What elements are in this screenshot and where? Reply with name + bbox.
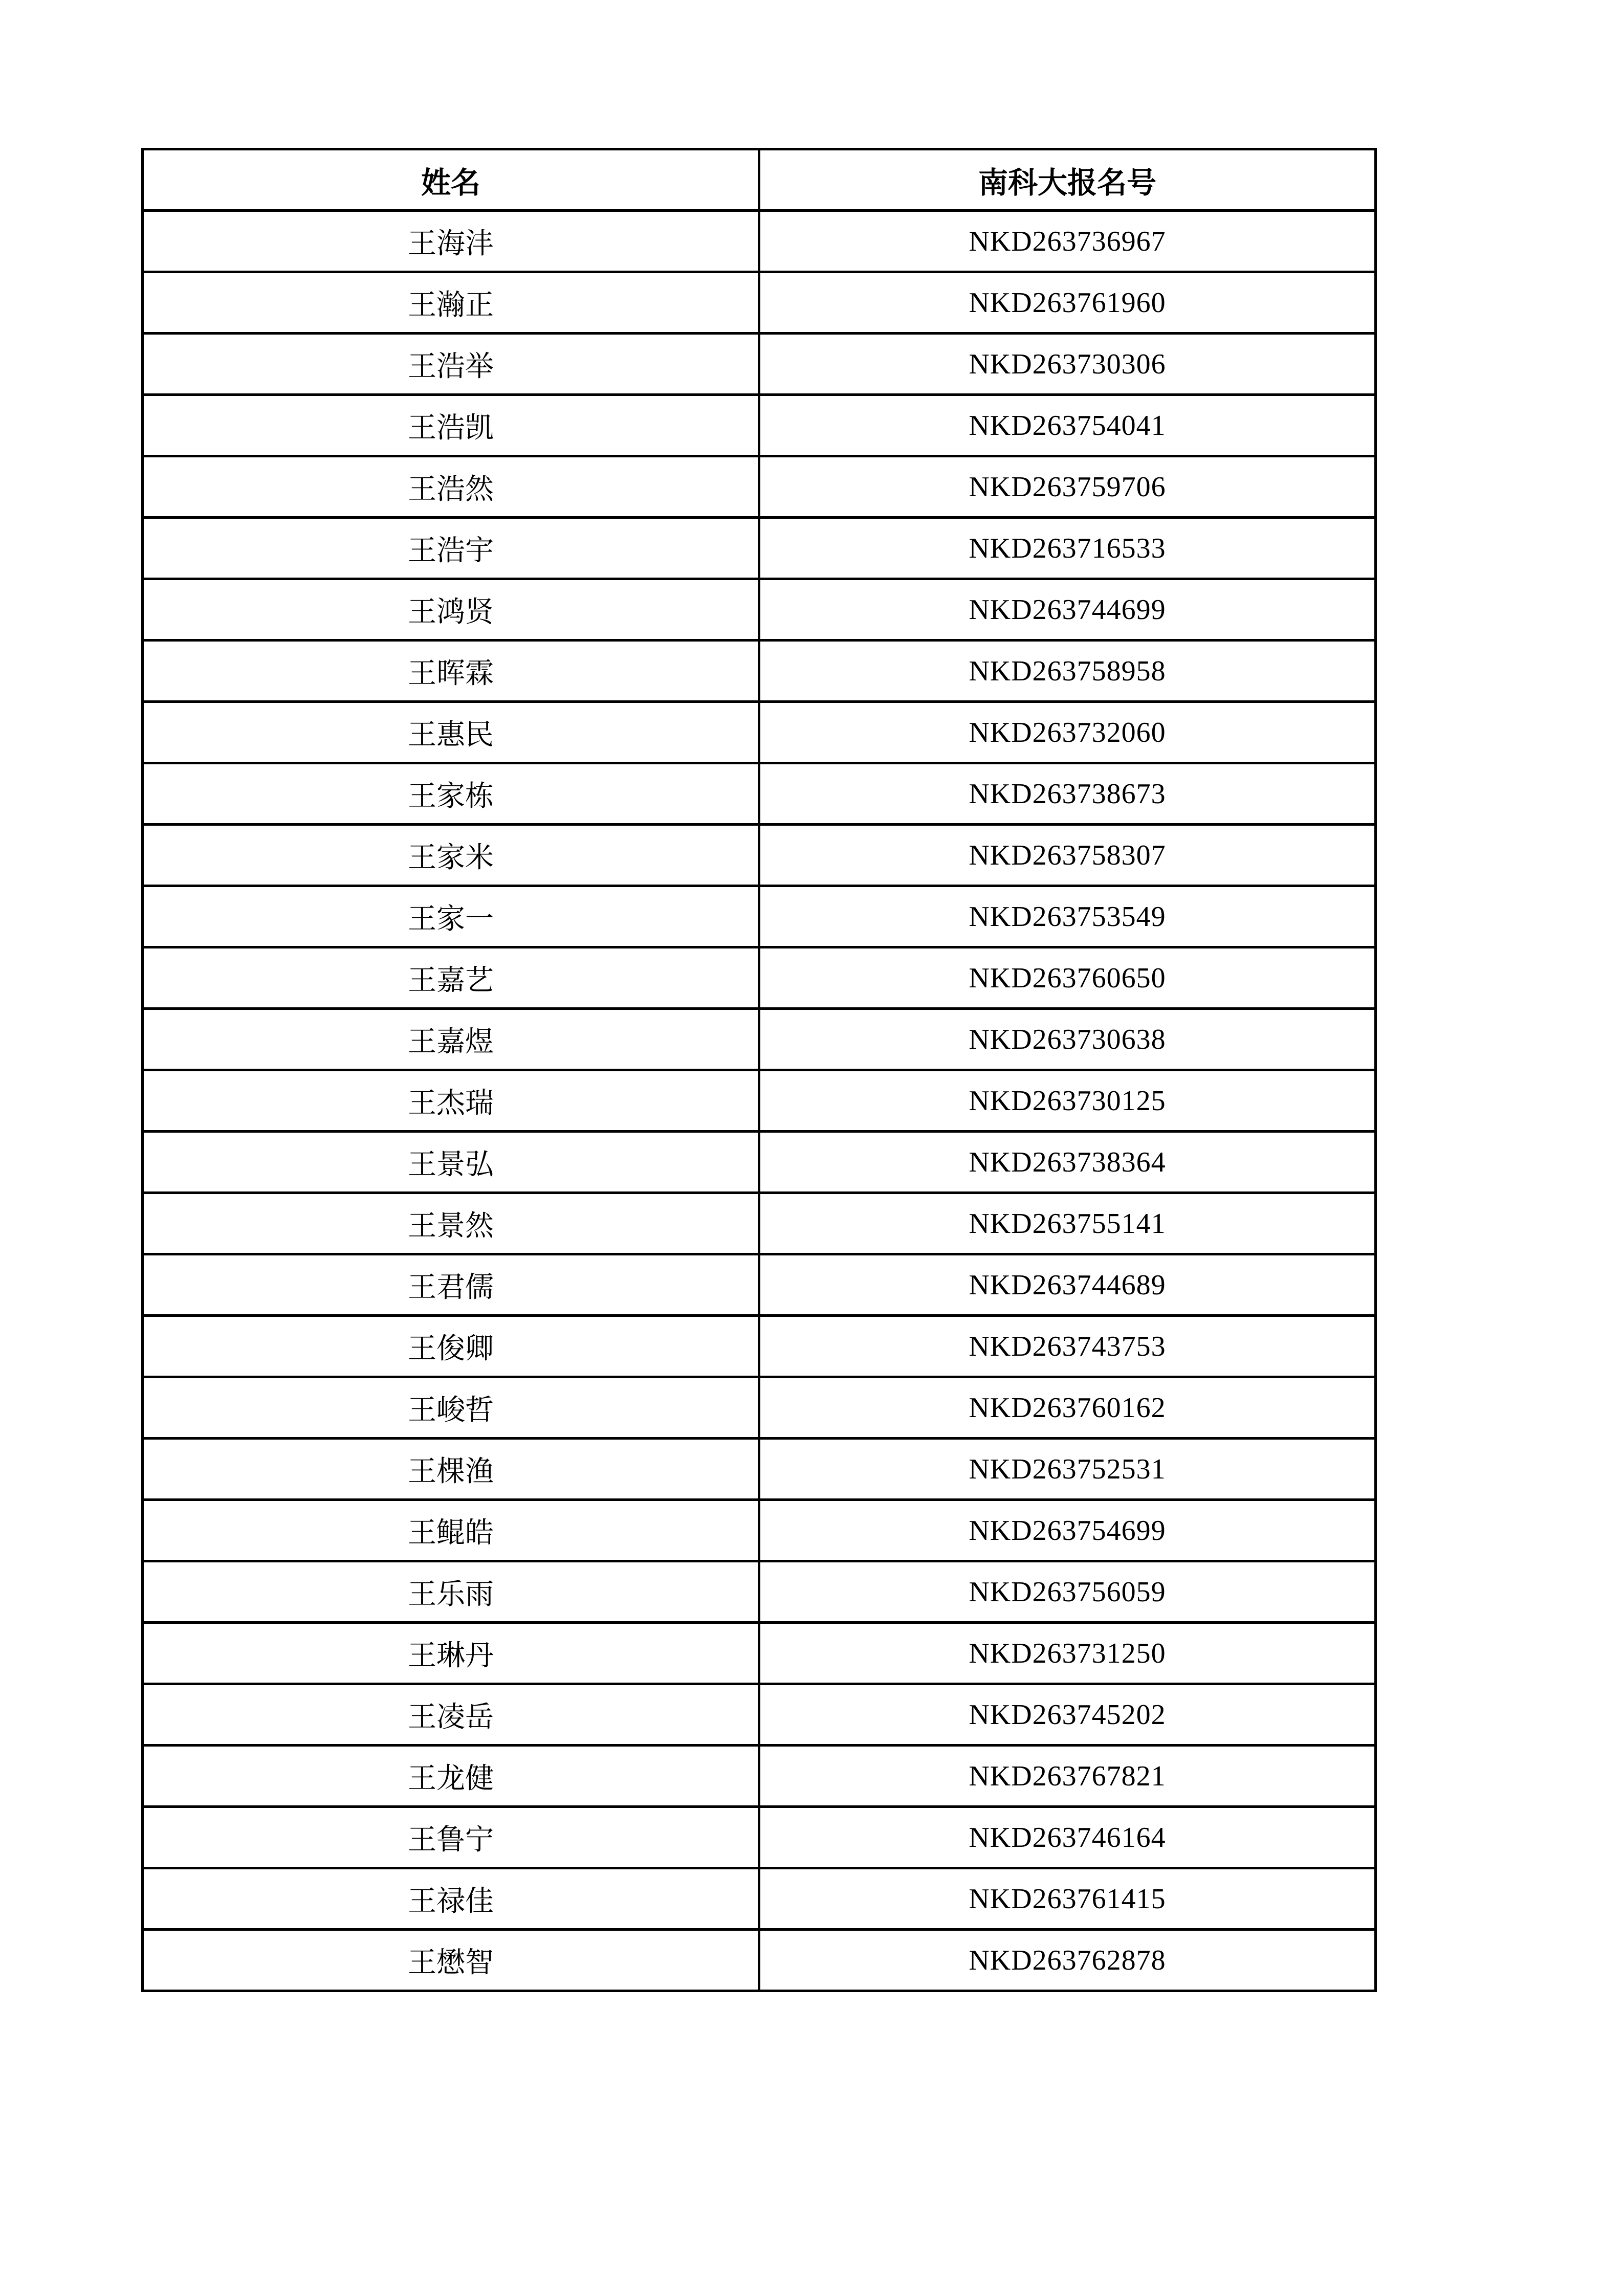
table-row	[143, 1070, 1376, 1132]
registration-table	[141, 148, 1377, 1992]
registration-number-cell: NKD263745202	[759, 1684, 1376, 1746]
student-name-cell: 王嘉艺	[143, 947, 759, 1009]
column-header-name: 姓名	[143, 149, 759, 211]
registration-number-cell: NKD263730638	[759, 1009, 1376, 1070]
student-name-cell: 王浩然	[143, 456, 759, 518]
table-row	[143, 1254, 1376, 1316]
registration-number-cell: NKD263732060	[759, 702, 1376, 763]
student-name-cell: 王鲁宁	[143, 1807, 759, 1868]
student-name-cell: 王惠民	[143, 702, 759, 763]
registration-number-cell: NKD263760650	[759, 947, 1376, 1009]
student-name-cell: 王景弘	[143, 1132, 759, 1193]
table-row	[143, 518, 1376, 579]
header-row	[143, 149, 1376, 211]
student-name-cell: 王懋智	[143, 1930, 759, 1991]
registration-number-cell: NKD263761415	[759, 1868, 1376, 1930]
table-row	[143, 1500, 1376, 1561]
student-name-cell: 王浩举	[143, 334, 759, 395]
registration-number-cell: NKD263761960	[759, 272, 1376, 334]
table-row	[143, 1316, 1376, 1377]
table-row	[143, 1623, 1376, 1684]
student-name-cell: 王凌岳	[143, 1684, 759, 1746]
student-name-cell: 王琳丹	[143, 1623, 759, 1684]
student-name-cell: 王禄佳	[143, 1868, 759, 1930]
registration-number-cell: NKD263736967	[759, 211, 1376, 272]
table-row	[143, 1439, 1376, 1500]
registration-number-cell: NKD263758307	[759, 825, 1376, 886]
registration-number-cell: NKD263754699	[759, 1500, 1376, 1561]
table-row	[143, 702, 1376, 763]
student-name-cell: 王杰瑞	[143, 1070, 759, 1132]
table-row	[143, 1746, 1376, 1807]
table-row	[143, 947, 1376, 1009]
student-name-cell: 王家栋	[143, 763, 759, 825]
table-row	[143, 272, 1376, 334]
registration-number-cell: NKD263752531	[759, 1439, 1376, 1500]
registration-number-cell: NKD263755141	[759, 1193, 1376, 1254]
registration-number-cell: NKD263730125	[759, 1070, 1376, 1132]
table-row	[143, 641, 1376, 702]
table-row	[143, 1684, 1376, 1746]
student-name-cell: 王棵渔	[143, 1439, 759, 1500]
registration-number-cell: NKD263716533	[759, 518, 1376, 579]
student-name-cell: 王君儒	[143, 1254, 759, 1316]
table-row	[143, 763, 1376, 825]
student-name-cell: 王海沣	[143, 211, 759, 272]
registration-number-cell: NKD263767821	[759, 1746, 1376, 1807]
registration-number-cell: NKD263730306	[759, 334, 1376, 395]
registration-number-cell: NKD263738673	[759, 763, 1376, 825]
registration-number-cell: NKD263756059	[759, 1561, 1376, 1623]
student-name-cell: 王峻哲	[143, 1377, 759, 1439]
student-name-cell: 王龙健	[143, 1746, 759, 1807]
registration-number-cell: NKD263743753	[759, 1316, 1376, 1377]
registration-number-cell: NKD263731250	[759, 1623, 1376, 1684]
table-row	[143, 1132, 1376, 1193]
table-row	[143, 1868, 1376, 1930]
student-name-cell: 王晖霖	[143, 641, 759, 702]
registration-number-cell: NKD263762878	[759, 1930, 1376, 1991]
table-body	[143, 211, 1376, 1991]
table-row	[143, 886, 1376, 947]
registration-number-cell: NKD263758958	[759, 641, 1376, 702]
table-row	[143, 1807, 1376, 1868]
student-name-cell: 王俊卿	[143, 1316, 759, 1377]
registration-number-cell: NKD263753549	[759, 886, 1376, 947]
table-row	[143, 1193, 1376, 1254]
student-name-cell: 王景然	[143, 1193, 759, 1254]
registration-number-cell: NKD263760162	[759, 1377, 1376, 1439]
student-name-cell: 王鸿贤	[143, 579, 759, 641]
table-row	[143, 1009, 1376, 1070]
student-name-cell: 王家米	[143, 825, 759, 886]
table-row	[143, 1561, 1376, 1623]
student-name-cell: 王嘉煜	[143, 1009, 759, 1070]
table-row	[143, 334, 1376, 395]
student-name-cell: 王浩宇	[143, 518, 759, 579]
registration-number-cell: NKD263744699	[759, 579, 1376, 641]
table-row	[143, 579, 1376, 641]
registration-number-cell: NKD263744689	[759, 1254, 1376, 1316]
table-row	[143, 211, 1376, 272]
table-row	[143, 1377, 1376, 1439]
table-row	[143, 456, 1376, 518]
table-row	[143, 825, 1376, 886]
student-name-cell: 王鲲皓	[143, 1500, 759, 1561]
table-row	[143, 395, 1376, 456]
registration-number-cell: NKD263746164	[759, 1807, 1376, 1868]
student-name-cell: 王家一	[143, 886, 759, 947]
table-header	[143, 149, 1376, 211]
registration-number-cell: NKD263754041	[759, 395, 1376, 456]
student-name-cell: 王乐雨	[143, 1561, 759, 1623]
column-header-registration-number: 南科大报名号	[759, 149, 1376, 211]
student-name-cell: 王浩凯	[143, 395, 759, 456]
registration-number-cell: NKD263759706	[759, 456, 1376, 518]
student-name-cell: 王瀚正	[143, 272, 759, 334]
registration-number-cell: NKD263738364	[759, 1132, 1376, 1193]
table-row	[143, 1930, 1376, 1991]
